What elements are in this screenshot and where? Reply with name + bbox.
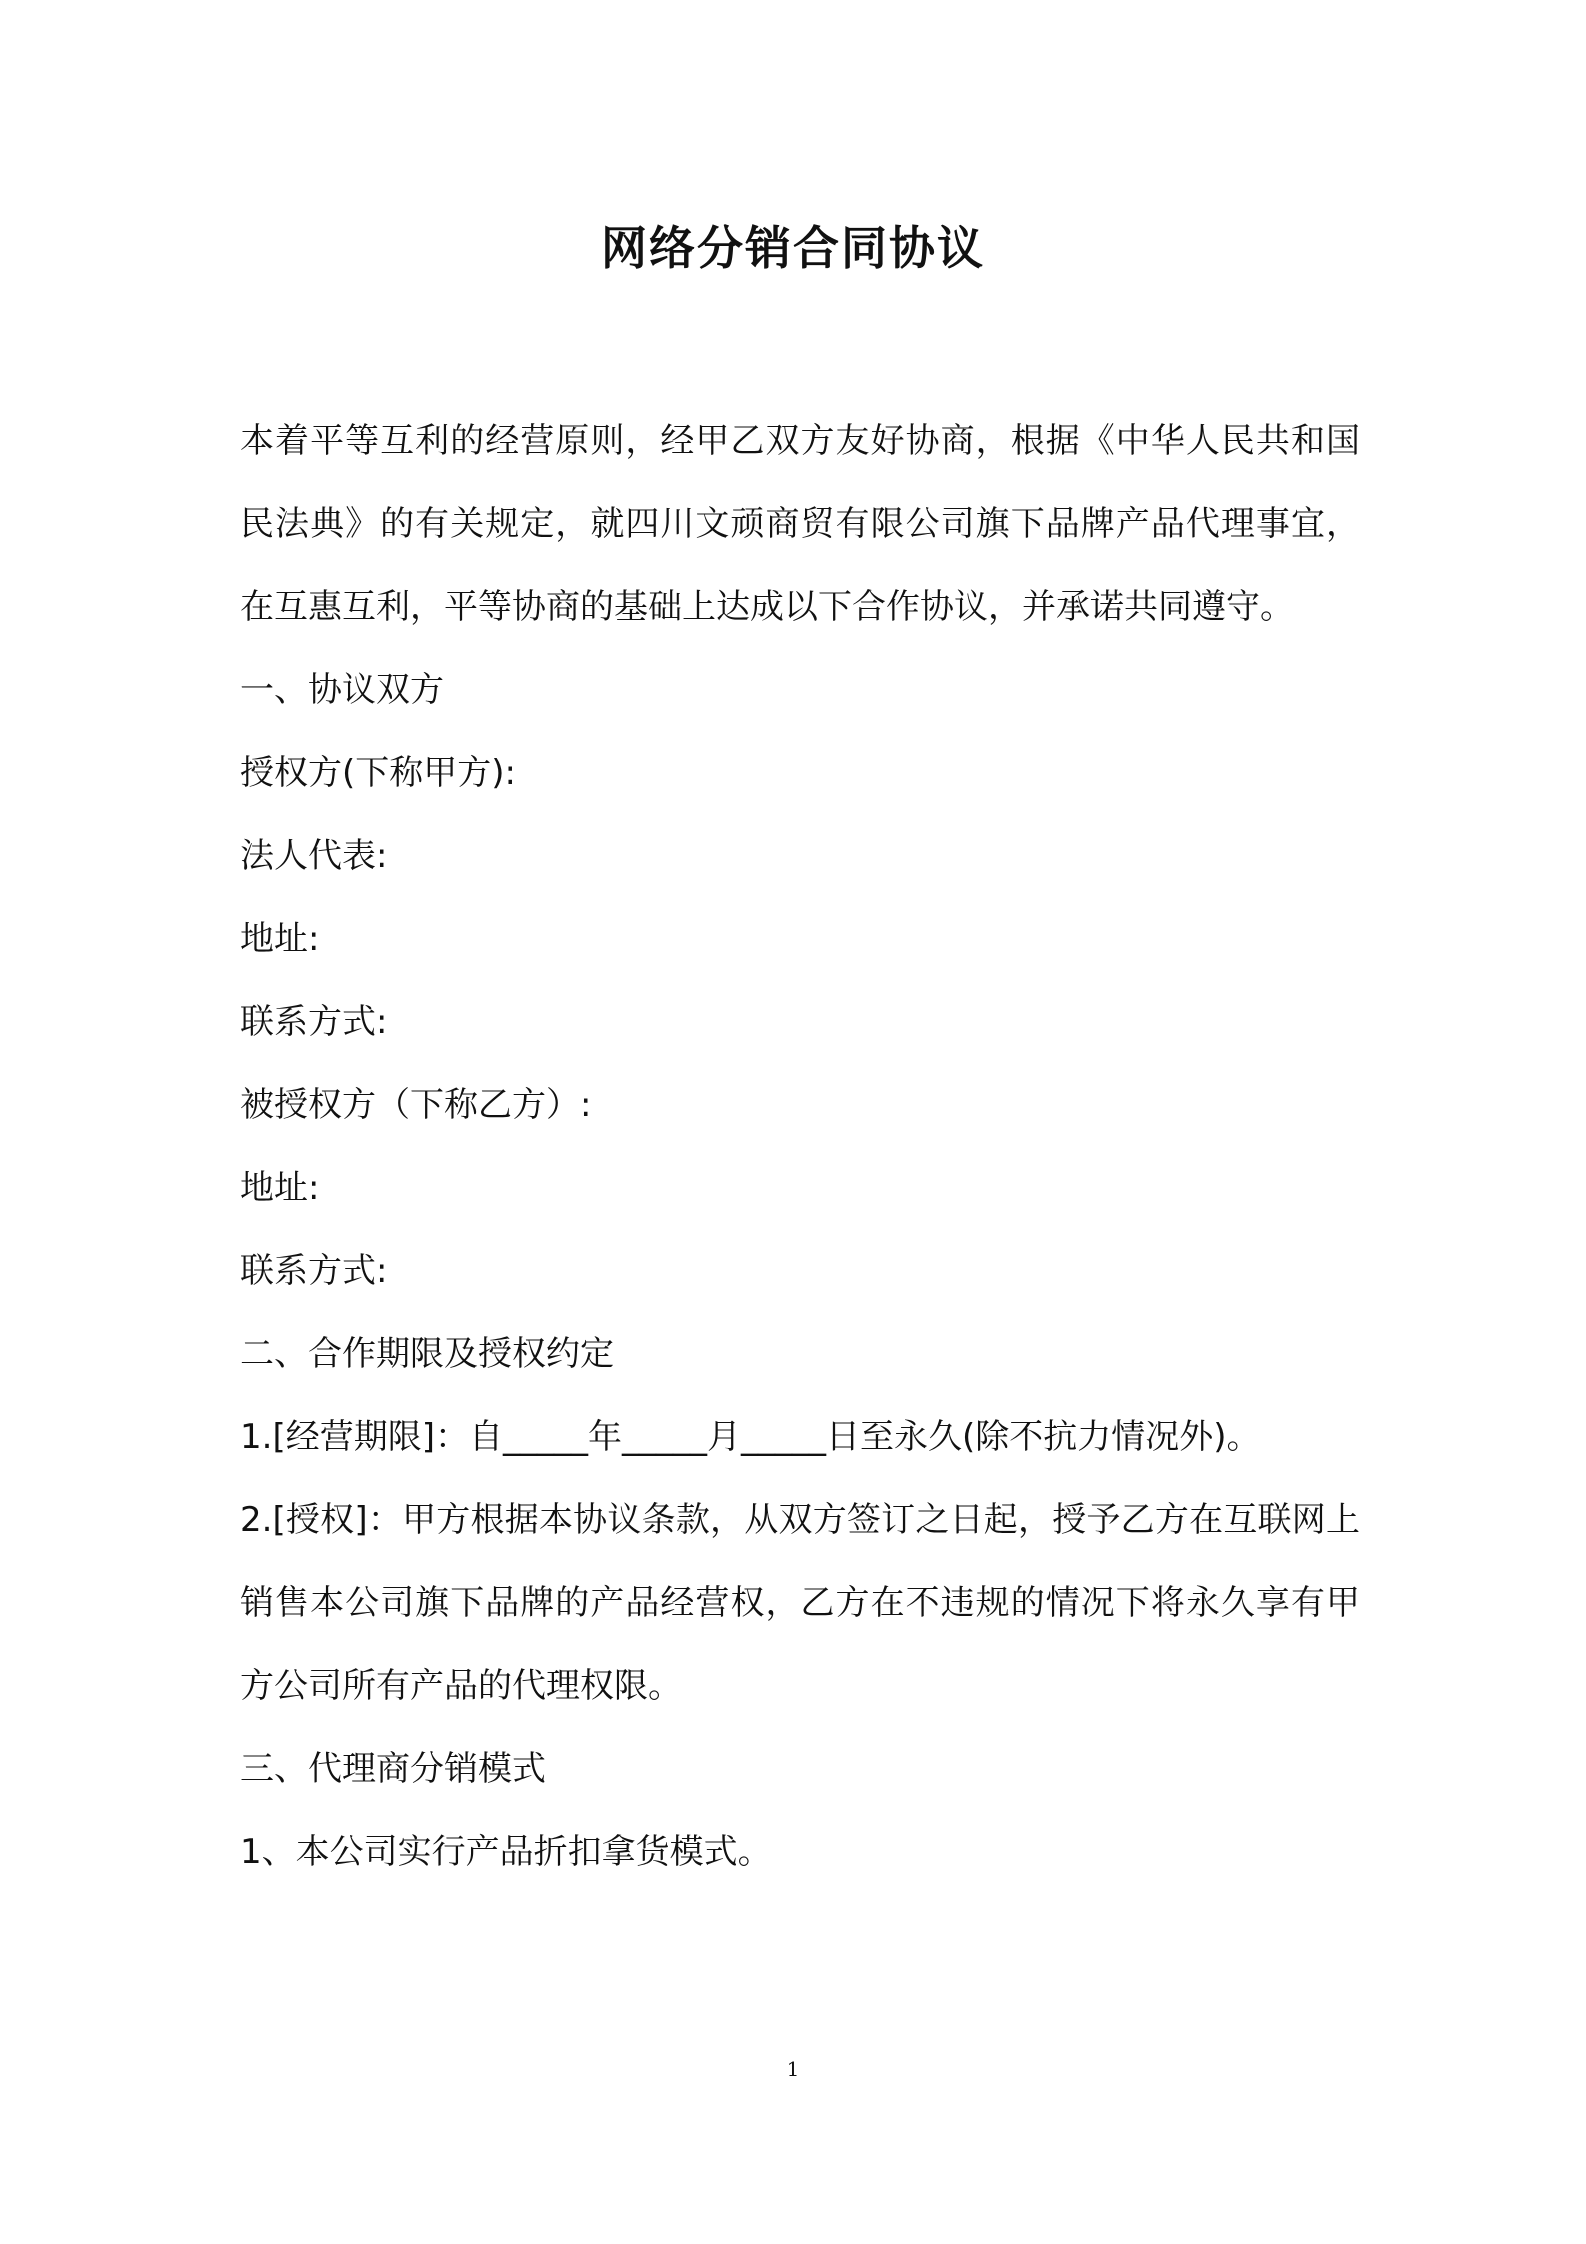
party-a-contact-line: 联系方式: bbox=[240, 1002, 388, 1042]
document-title: 网络分销合同协议 bbox=[601, 221, 985, 275]
section-1-heading: 一、协议双方 bbox=[240, 670, 444, 710]
distribution-item-1: 1、本公司实行产品折扣拿货模式。 bbox=[240, 1832, 772, 1872]
document-body bbox=[240, 400, 1360, 1894]
party-a-address-line: 地址: bbox=[240, 919, 320, 959]
authorization-clause: 2.[授权]：甲方根据本协议条款，从双方签订之日起，授予乙方在互联网上销售本公司旗下品牌的产品经营权，乙方在不违规的情况下将永久享有甲方公司所有产品的代理权限。 bbox=[240, 1500, 1360, 1706]
term-clause: 1.[经营期限]：自_____年_____月_____日至永久(除不抗力情况外)。 bbox=[240, 1417, 1261, 1457]
section-3-heading: 三、代理商分销模式 bbox=[240, 1749, 546, 1789]
section-2-heading: 二、合作期限及授权约定 bbox=[240, 1334, 614, 1374]
page-number: 1 bbox=[786, 2057, 800, 2081]
party-a-representative-line: 法人代表: bbox=[240, 836, 388, 876]
party-b-address-line: 地址: bbox=[240, 1168, 320, 1208]
intro-paragraph: 本着平等互利的经营原则，经甲乙双方友好协商，根据《中华人民共和国民法典》的有关规定，就四川文顽商贸有限公司旗下品牌产品代理事宜，在互惠互利，平等协商的基础上达成以下合作协议，并承诺共同遵守。 bbox=[240, 421, 1360, 627]
party-a-line: 授权方(下称甲方): bbox=[240, 753, 516, 793]
party-b-contact-line: 联系方式: bbox=[240, 1251, 388, 1291]
party-b-line: 被授权方（下称乙方）: bbox=[240, 1085, 592, 1125]
